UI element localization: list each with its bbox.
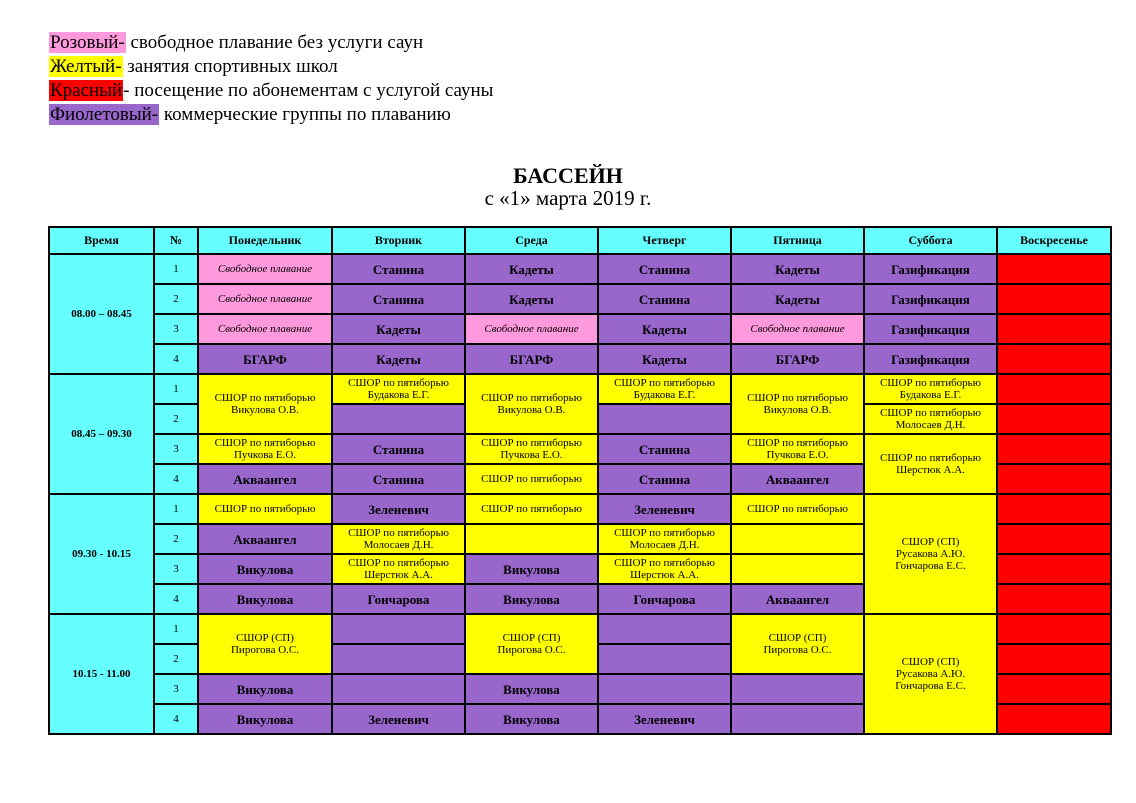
schedule-cell — [997, 554, 1111, 584]
schedule-cell — [997, 344, 1111, 374]
session-label: СШОР по пятиборью Шерстюк А.А. — [614, 557, 715, 581]
schedule-cell — [731, 434, 864, 464]
session-label: Кадеты — [376, 321, 421, 337]
schedule-cell — [198, 344, 332, 374]
session-label: Свободное плавание — [217, 292, 313, 305]
schedule-cell — [731, 614, 864, 674]
session-label: Станина — [638, 261, 691, 277]
column-header: № — [154, 227, 198, 254]
schedule-cell — [731, 584, 864, 614]
schedule-cell — [198, 254, 332, 284]
schedule-cell — [198, 524, 332, 554]
column-header: Время — [49, 227, 154, 254]
session-label: СШОР по пятиборью Пучкова Е.О. — [214, 437, 316, 461]
schedule-cell — [997, 584, 1111, 614]
legend-description: - посещение по абонементам с услугой сауны — [123, 80, 494, 101]
schedule-cell — [332, 254, 465, 284]
session-label: БГАРФ — [509, 351, 554, 367]
session-label: Викулова — [503, 711, 560, 727]
session-label: СШОР по пятиборью Викулова О.В. — [481, 392, 582, 416]
schedule-cell — [598, 344, 731, 374]
lane-number: 3 — [154, 314, 198, 344]
legend-description: свободное плавание без услуги саун — [125, 32, 424, 53]
schedule-cell — [198, 434, 332, 464]
session-label: СШОР по пятиборью — [747, 503, 848, 515]
schedule-cell — [864, 254, 997, 284]
schedule-cell — [465, 704, 598, 734]
legend-item — [49, 55, 493, 79]
table-row — [49, 494, 1111, 524]
session-label: СШОР по пятиборью Викулова О.В. — [747, 392, 848, 416]
schedule-cell — [332, 674, 465, 704]
lane-number: 1 — [154, 494, 198, 524]
legend-key: Розовый- — [50, 32, 125, 53]
schedule-cell — [997, 314, 1111, 344]
time-slot: 10.15 - 11.00 — [49, 614, 154, 734]
lane-number: 2 — [154, 284, 198, 314]
session-label: Акваангел — [233, 531, 297, 547]
session-label: Станина — [372, 471, 425, 487]
legend-description: коммерческие группы по плаванию — [159, 104, 451, 125]
session-label: Кадеты — [642, 321, 687, 337]
session-label: СШОР (СП) Пирогова О.С. — [230, 632, 300, 656]
session-label: СШОР (СП) Пирогова О.С. — [497, 632, 566, 656]
schedule-cell — [864, 434, 997, 494]
table-row — [49, 284, 1111, 314]
schedule-cell — [198, 374, 332, 434]
schedule-cell — [598, 434, 731, 464]
session-label: Газификация — [891, 291, 970, 307]
schedule-cell — [864, 284, 997, 314]
schedule-cell — [465, 494, 598, 524]
schedule-cell — [465, 374, 598, 434]
schedule-cell — [731, 374, 864, 434]
schedule-cell — [731, 554, 864, 584]
column-header: Четверг — [598, 227, 731, 254]
schedule-cell — [332, 584, 465, 614]
lane-number: 4 — [154, 584, 198, 614]
schedule-cell — [997, 254, 1111, 284]
lane-number: 1 — [154, 374, 198, 404]
schedule-cell — [465, 554, 598, 584]
schedule-cell — [198, 704, 332, 734]
schedule-cell — [731, 494, 864, 524]
schedule-cell — [997, 644, 1111, 674]
schedule-cell — [864, 374, 997, 404]
table-row — [49, 254, 1111, 284]
session-label: СШОР по пятиборью Пучкова Е.О. — [747, 437, 848, 461]
schedule-cell — [731, 344, 864, 374]
session-label: Газификация — [891, 351, 970, 367]
schedule-cell — [598, 704, 731, 734]
column-header: Воскресенье — [997, 227, 1111, 254]
schedule-cell — [465, 434, 598, 464]
lane-number: 1 — [154, 614, 198, 644]
session-label: Свободное плавание — [484, 322, 579, 335]
session-label: Кадеты — [509, 291, 554, 307]
table-row — [49, 344, 1111, 374]
schedule-cell — [332, 554, 465, 584]
schedule-cell — [864, 344, 997, 374]
schedule-cell — [332, 644, 465, 674]
schedule-cell — [731, 284, 864, 314]
session-label: СШОР (СП) Русакова А.Ю. Гончарова Е.С. — [895, 656, 966, 692]
page-title: БАССЕЙН — [513, 163, 623, 188]
schedule-cell — [997, 464, 1111, 494]
schedule-cell — [465, 464, 598, 494]
session-label: Викулова — [503, 561, 560, 577]
session-label: Викулова — [236, 561, 294, 577]
schedule-cell — [198, 584, 332, 614]
session-label: Зеленевич — [368, 501, 429, 517]
schedule-cell — [332, 314, 465, 344]
schedule-cell — [997, 614, 1111, 644]
schedule-cell — [465, 284, 598, 314]
column-header: Вторник — [332, 227, 465, 254]
schedule-cell — [332, 704, 465, 734]
schedule-cell — [332, 344, 465, 374]
header-row — [49, 227, 1111, 254]
schedule-cell — [465, 524, 598, 554]
schedule-cell — [997, 434, 1111, 464]
schedule-cell — [465, 674, 598, 704]
schedule-cell — [731, 674, 864, 704]
session-label: СШОР по пятиборью Будакова Е.Г. — [348, 377, 449, 401]
schedule-cell — [465, 614, 598, 674]
time-slot: 09.30 - 10.15 — [49, 494, 154, 614]
session-label: Зеленевич — [634, 711, 695, 727]
lane-number: 2 — [154, 644, 198, 674]
session-label: БГАРФ — [775, 351, 820, 367]
session-label: СШОР по пятиборью — [214, 503, 316, 515]
session-label: Гончарова — [633, 591, 696, 607]
session-label: Зеленевич — [368, 711, 429, 727]
session-label: Газификация — [891, 321, 970, 337]
schedule-cell — [332, 434, 465, 464]
schedule-cell — [997, 674, 1111, 704]
schedule-cell — [332, 284, 465, 314]
session-label: Газификация — [891, 261, 970, 277]
time-slot: 08.00 – 08.45 — [49, 254, 154, 374]
session-label: Викулова — [236, 711, 294, 727]
schedule-cell — [465, 314, 598, 344]
schedule-cell — [598, 644, 731, 674]
schedule-cell — [465, 584, 598, 614]
session-label: СШОР по пятиборью Молосаев Д.Н. — [880, 407, 981, 431]
schedule-cell — [198, 314, 332, 344]
session-label: Гончарова — [367, 591, 430, 607]
schedule-cell — [332, 404, 465, 434]
schedule-cell — [598, 524, 731, 554]
schedule-cell — [997, 284, 1111, 314]
session-label: Станина — [638, 471, 691, 487]
schedule-cell — [731, 524, 864, 554]
schedule-cell — [598, 554, 731, 584]
lane-number: 4 — [154, 464, 198, 494]
session-label: СШОР по пятиборью Молосаев Д.Н. — [348, 527, 449, 551]
session-label: Викулова — [503, 591, 560, 607]
schedule-cell — [198, 614, 332, 674]
session-label: СШОР по пятиборью Молосаев Д.Н. — [614, 527, 715, 551]
session-label: Кадеты — [376, 351, 421, 367]
legend-item — [49, 103, 493, 127]
schedule-cell — [598, 374, 731, 404]
schedule-cell — [864, 494, 997, 614]
schedule-table — [48, 226, 1112, 735]
schedule-cell — [598, 614, 731, 644]
schedule-cell — [198, 464, 332, 494]
session-label: Викулова — [236, 591, 294, 607]
table-row — [49, 434, 1111, 464]
legend-item — [49, 79, 493, 103]
session-label: Викулова — [236, 681, 294, 697]
lane-number: 3 — [154, 554, 198, 584]
lane-number: 3 — [154, 434, 198, 464]
session-label: Свободное плавание — [217, 262, 313, 275]
column-header: Понедельник — [198, 227, 332, 254]
schedule-cell — [864, 314, 997, 344]
schedule-cell — [864, 404, 997, 434]
schedule-cell — [198, 284, 332, 314]
schedule-cell — [332, 494, 465, 524]
session-label: Кадеты — [775, 291, 820, 307]
session-label: СШОР по пятиборью Шерстюк А.А. — [348, 557, 449, 581]
schedule-cell — [997, 404, 1111, 434]
schedule-cell — [332, 524, 465, 554]
session-label: Кадеты — [775, 261, 820, 277]
schedule-cell — [864, 614, 997, 734]
session-label: Кадеты — [509, 261, 554, 277]
column-header: Суббота — [864, 227, 997, 254]
session-label: СШОР (СП) Русакова А.Ю. Гончарова Е.С. — [895, 536, 966, 572]
legend-description: занятия спортивных школ — [122, 56, 338, 77]
session-label: Свободное плавание — [750, 322, 845, 335]
schedule-cell — [598, 674, 731, 704]
lane-number: 1 — [154, 254, 198, 284]
page-subtitle: с «1» марта 2019 г. — [484, 186, 652, 210]
schedule-cell — [598, 584, 731, 614]
session-label: Станина — [372, 441, 425, 457]
session-label: Акваангел — [233, 471, 297, 487]
schedule-cell — [198, 554, 332, 584]
legend-item — [49, 31, 493, 55]
schedule-cell — [598, 314, 731, 344]
schedule-cell — [598, 464, 731, 494]
schedule-cell — [598, 254, 731, 284]
schedule-cell — [598, 404, 731, 434]
lane-number: 4 — [154, 344, 198, 374]
session-label: Кадеты — [642, 351, 687, 367]
schedule-cell — [465, 344, 598, 374]
session-label: Станина — [638, 291, 691, 307]
schedule-cell — [332, 464, 465, 494]
schedule-cell — [731, 254, 864, 284]
table-row — [49, 614, 1111, 644]
table-row — [49, 314, 1111, 344]
session-label: СШОР (СП) Пирогова О.С. — [763, 632, 832, 656]
session-label: Зеленевич — [634, 501, 695, 517]
legend-key: Фиолетовый- — [50, 104, 159, 125]
schedule-cell — [465, 254, 598, 284]
session-label: Акваангел — [765, 471, 830, 487]
session-label: Викулова — [503, 681, 560, 697]
legend-key: Желтый- — [50, 56, 122, 77]
schedule-cell — [198, 494, 332, 524]
schedule-cell — [598, 284, 731, 314]
schedule-cell — [997, 494, 1111, 524]
session-label: СШОР по пятиборью Викулова О.В. — [214, 392, 316, 416]
session-label: СШОР по пятиборью — [481, 503, 582, 515]
session-label: БГАРФ — [243, 351, 287, 367]
session-label: СШОР по пятиборью Будакова Е.Г. — [880, 377, 981, 401]
schedule-cell — [198, 674, 332, 704]
session-label: СШОР по пятиборью — [481, 473, 582, 485]
lane-number: 2 — [154, 404, 198, 434]
lane-number: 4 — [154, 704, 198, 734]
session-label: Свободное плавание — [217, 322, 313, 335]
schedule-cell — [598, 494, 731, 524]
session-label: Станина — [372, 291, 425, 307]
schedule-cell — [997, 524, 1111, 554]
schedule-cell — [997, 704, 1111, 734]
column-header: Среда — [465, 227, 598, 254]
legend-key: Красный — [50, 80, 123, 101]
table-row — [49, 374, 1111, 404]
schedule-cell — [332, 614, 465, 644]
session-label: Станина — [638, 441, 691, 457]
schedule-cell — [997, 374, 1111, 404]
session-label: Станина — [372, 261, 425, 277]
time-slot: 08.45 – 09.30 — [49, 374, 154, 494]
schedule-cell — [731, 314, 864, 344]
schedule-cell — [332, 374, 465, 404]
color-legend — [49, 31, 493, 127]
session-label: СШОР по пятиборью Будакова Е.Г. — [614, 377, 715, 401]
schedule-cell — [731, 464, 864, 494]
session-label: Акваангел — [765, 591, 830, 607]
column-header: Пятница — [731, 227, 864, 254]
session-label: СШОР по пятиборью Пучкова Е.О. — [481, 437, 582, 461]
session-label: СШОР по пятиборью Шерстюк А.А. — [880, 452, 981, 476]
lane-number: 2 — [154, 524, 198, 554]
lane-number: 3 — [154, 674, 198, 704]
schedule-cell — [731, 704, 864, 734]
